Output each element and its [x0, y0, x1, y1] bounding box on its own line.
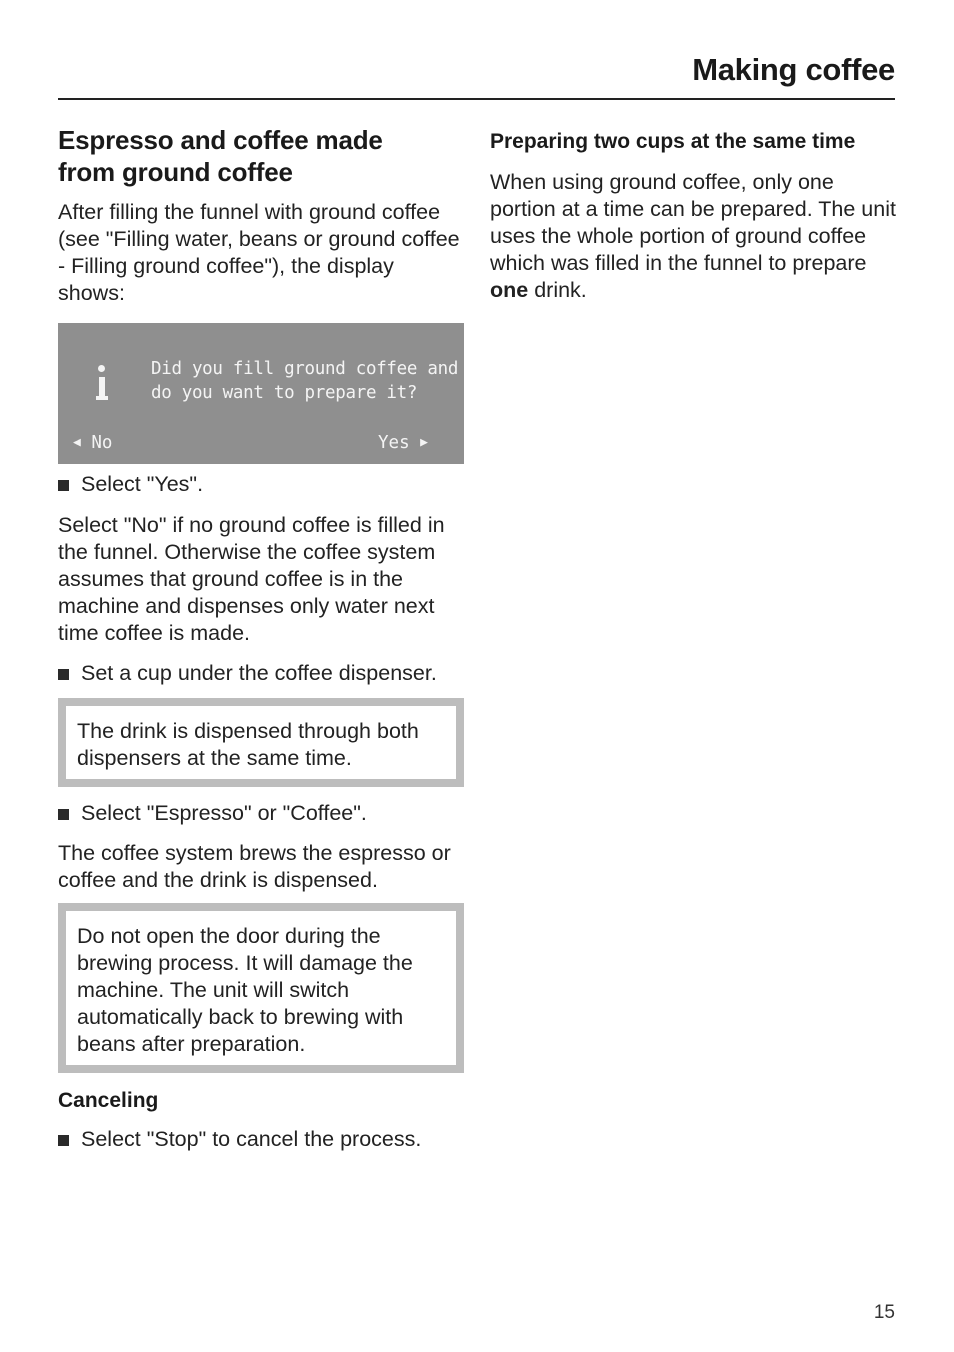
- title-rule: [58, 98, 895, 100]
- bullet-item: [58, 1126, 464, 1153]
- bullet-square-icon: [58, 1135, 69, 1146]
- display-message: [151, 357, 458, 405]
- two-cups-text-after: drink.: [528, 278, 587, 302]
- display-message-line1: Did you fill ground coffee and: [151, 359, 459, 379]
- section-title-line1: Espresso and coffee made: [58, 125, 383, 155]
- device-display: [58, 323, 464, 464]
- intro-paragraph: After filling the funnel with ground coffee (see "Filling water, beans or ground coffee - Filling ground coffee"), the display shows:: [58, 200, 460, 305]
- display-option-no: [73, 433, 112, 453]
- info-icon: [96, 365, 108, 401]
- bullet-square-icon: [58, 809, 69, 820]
- display-option-yes-label: Yes: [378, 433, 410, 453]
- warning-text: Do not open the door during the brewing process. It will damage the machine. The unit will switch automatically back to brewing with beans after preparation.: [77, 924, 413, 1056]
- brew-paragraph: The coffee system brews the espresso or coffee and the drink is dispensed.: [58, 841, 451, 892]
- two-cups-text-bold: one: [490, 278, 529, 302]
- canceling-title: Canceling: [58, 1089, 159, 1112]
- bullet-square-icon: [58, 669, 69, 680]
- bullet-text: Select "Yes".: [81, 472, 204, 496]
- display-message-line2: do you want to prepare it?: [151, 383, 418, 403]
- two-cups-paragraph: [490, 169, 900, 304]
- warning-box: [58, 903, 464, 1073]
- note-box: [58, 698, 464, 787]
- arrow-left-icon: ◀: [73, 435, 81, 450]
- bullet-text: Set a cup under the coffee dispenser.: [81, 661, 437, 685]
- no-option-paragraph: Select "No" if no ground coffee is filled in the funnel. Otherwise the coffee system assumes that ground coffee is in the machine and dispenses only water next time coffee is made.: [58, 513, 445, 645]
- bullet-item: [58, 471, 464, 498]
- page-number: 15: [873, 1302, 895, 1323]
- left-column: [58, 124, 464, 1153]
- two-cups-title: Preparing two cups at the same time: [490, 130, 856, 153]
- right-column: [490, 128, 900, 304]
- two-cups-text-before: When using ground coffee, only one portion at a time can be prepared. The unit uses the whole portion of ground coffee which was filled in the funnel to prepare: [490, 170, 896, 275]
- page-title: Making coffee: [692, 52, 895, 87]
- display-option-no-label: No: [91, 433, 113, 453]
- bullet-text: Select "Espresso" or "Coffee".: [81, 801, 367, 825]
- bullet-item: [58, 660, 464, 687]
- section-title-line2: from ground coffee: [58, 157, 293, 187]
- display-option-yes: [378, 433, 428, 453]
- section-title: [58, 124, 464, 188]
- bullet-item: [58, 800, 464, 827]
- bullet-text: Select "Stop" to cancel the process.: [81, 1127, 422, 1151]
- note-text: The drink is dispensed through both dispensers at the same time.: [77, 719, 419, 770]
- arrow-right-icon: ▶: [420, 435, 428, 450]
- bullet-square-icon: [58, 480, 69, 491]
